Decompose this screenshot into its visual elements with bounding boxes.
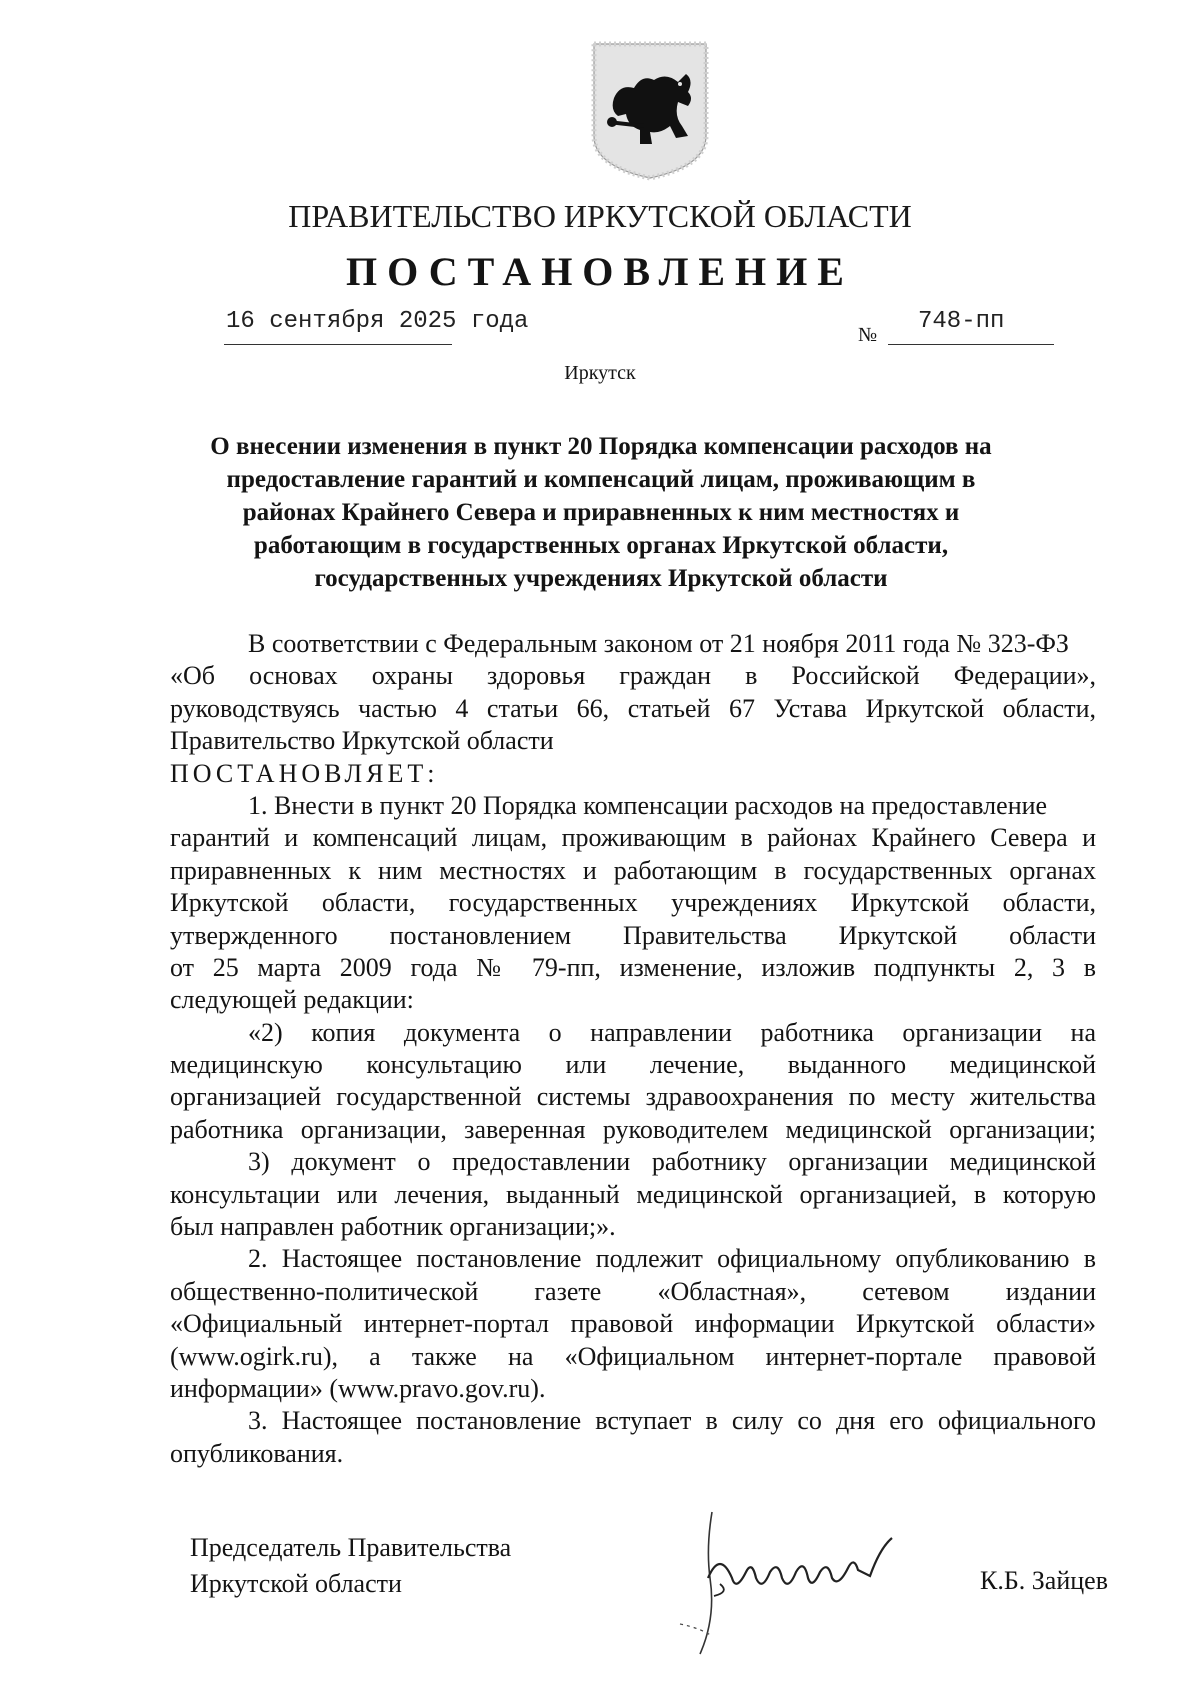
body-line: консультации или лечения, выданный медицинской организацией, в которую — [170, 1179, 1096, 1209]
document-type: ПОСТАНОВЛЕНИЕ — [346, 249, 854, 294]
body-line: от 25 марта 2009 года № 79-пп, изменение, изложив подпункты 2, 3 в — [170, 952, 1096, 982]
title-line: районах Крайнего Севера и приравненных к ним местностях и — [242, 499, 960, 526]
title-line: О внесении изменения в пункт 20 Порядка компенсации расходов на — [210, 433, 992, 460]
body-line: информации» (www.pravo.gov.ru). — [170, 1373, 546, 1403]
body-line: (www.ogirk.ru), а также на «Официальном интернет-портале правовой — [170, 1341, 1096, 1371]
signatory-name: К.Б. Зайцев — [980, 1566, 1108, 1595]
coat-of-arms-icon — [590, 40, 710, 182]
body-line: гарантий и компенсаций лицам, проживающим в районах Крайнего Севера и — [170, 823, 1096, 853]
body-line: был направлен работник организации;». — [170, 1212, 616, 1242]
number-underline — [888, 344, 1054, 345]
body-line: Иркутской области, государственных учреждениях Иркутской области, — [170, 888, 1096, 918]
document-number: 748-пп — [918, 308, 1005, 335]
body-line: общественно-политической газете «Областная», сетевом издании — [170, 1276, 1096, 1306]
signatory-position — [190, 1530, 511, 1602]
body-line: В соответствии с Федеральным законом от 21 ноября 2011 года № 323-ФЗ — [248, 629, 1069, 658]
body-line: «2) копия документа о направлении работника организации на — [248, 1017, 1096, 1047]
document-date: 16 сентября 2025 года — [226, 308, 529, 335]
body-line: Правительство Иркутской области — [170, 726, 554, 756]
body-line: 3) документ о предоставлении работнику организации медицинской — [248, 1147, 1096, 1177]
body-line: утвержденного постановлением Правительства Иркутской области — [170, 920, 1096, 950]
body-line: опубликования. — [170, 1438, 344, 1468]
city-name: Иркутск — [564, 362, 636, 384]
document-title — [196, 430, 1006, 595]
signatory-position-line: Председатель Правительства — [190, 1533, 512, 1562]
body-line: «Об основах охраны здоровья граждан в Российской Федерации», — [170, 661, 1096, 691]
body-line: организацией государственной системы здравоохранения по месту жительства — [170, 1082, 1096, 1112]
body-line: следующей редакции: — [170, 985, 414, 1015]
number-sign: № — [858, 324, 878, 346]
signature-icon — [660, 1508, 930, 1658]
signatory-position-line: Иркутской области — [190, 1569, 402, 1598]
title-line: предоставление гарантий и компенсаций лицам, проживающим в — [226, 466, 976, 493]
organization-name: ПРАВИТЕЛЬСТВО ИРКУТСКОЙ ОБЛАСТИ — [288, 198, 912, 234]
document-body — [170, 628, 1096, 1470]
body-line: 2. Настоящее постановление подлежит официальному опубликованию в — [248, 1244, 1096, 1274]
body-line: работника организации, заверенная руководителем медицинской организации; — [170, 1114, 1096, 1144]
title-line: работающим в государственных органах Иркутской области, — [253, 532, 949, 559]
resolution-word: ПОСТАНОВЛЯЕТ: — [170, 758, 439, 788]
date-underline — [224, 344, 452, 345]
body-line: 1. Внести в пункт 20 Порядка компенсации расходов на предоставление — [248, 790, 1048, 820]
body-line: «Официальный интернет-портал правовой информации Иркутской области» — [170, 1309, 1096, 1339]
body-line: 3. Настоящее постановление вступает в силу со дня его официального — [248, 1406, 1096, 1436]
body-line: медицинскую консультацию или лечение, выданного медицинской — [170, 1050, 1096, 1080]
title-line: государственных учреждениях Иркутской области — [314, 565, 888, 592]
body-line: руководствуясь частью 4 статьи 66, статьей 67 Устава Иркутской области, — [170, 693, 1096, 723]
body-line: приравненных к ним местностях и работающим в государственных органах — [170, 855, 1096, 885]
